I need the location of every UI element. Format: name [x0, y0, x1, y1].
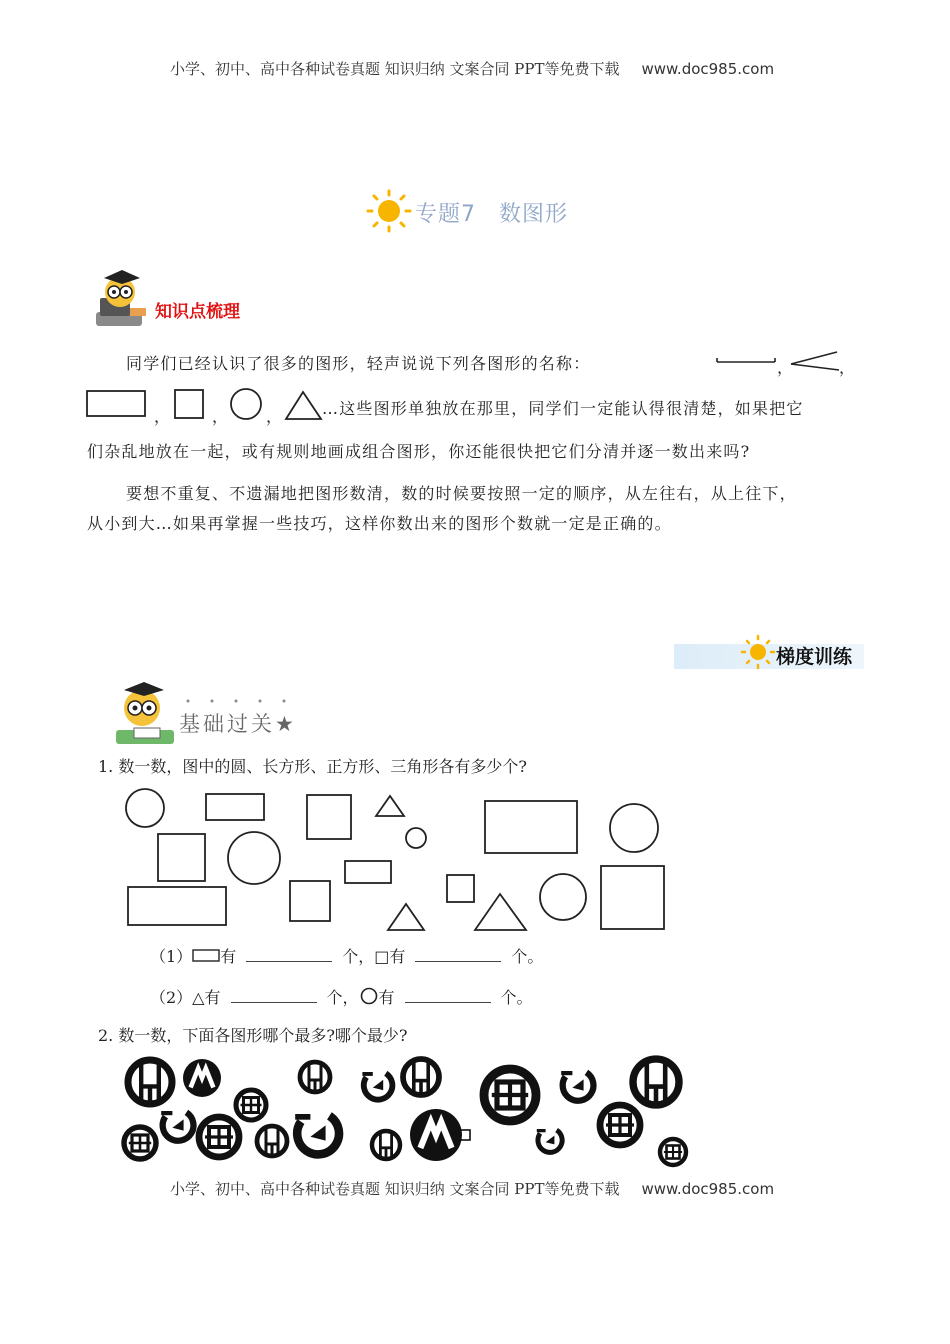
- segment-and-angle-shapes: [713, 352, 856, 377]
- rectangle-count-blank[interactable]: [246, 947, 332, 962]
- comma-3: ，: [266, 407, 283, 426]
- question-1-shapes-figure: [120, 786, 670, 936]
- knowledge-paragraph-1-end: 们杂乱地放在一起，或有规则地画成组合图形，你还能很快把它们分清并逐一数出来吗?: [87, 442, 751, 461]
- question-2-text: 2. 数一数，下面各图形哪个最多?哪个最少?: [98, 1026, 408, 1045]
- small-sun-icon: [740, 634, 776, 670]
- page-header: [170, 58, 774, 79]
- shape-separator-comma: ，: [777, 358, 794, 377]
- fill-2-prefix: （2）△有: [150, 988, 221, 1007]
- knowledge-paragraph-2b: 从小到大…如果再掌握一些技巧，这样你数出来的图形个数就一定是正确的。: [87, 514, 672, 533]
- owl-teacher-icon: [92, 268, 154, 330]
- shape-separator-comma-2: ，: [839, 358, 856, 377]
- gradient-training-title: 梯度训练: [776, 646, 853, 668]
- question-2-logos-figure: [120, 1055, 690, 1167]
- knowledge-heading: 知识点梳理: [155, 302, 240, 322]
- square-count-blank[interactable]: [415, 947, 501, 962]
- header-text: 小学、初中、高中各种试卷真题 知识归纳 文案合同 PPT等免费下载: [170, 60, 620, 78]
- fill-1-end: 个。: [511, 947, 544, 966]
- page-title: 专题7 数图形: [415, 202, 568, 227]
- page-footer: [170, 1178, 774, 1199]
- fill-2-end: 个。: [500, 988, 533, 1007]
- knowledge-paragraph-1-lead: 同学们已经认识了很多的图形，轻声说说下列各图形的名称：: [126, 354, 591, 373]
- sun-icon: [365, 189, 413, 233]
- comma-2: ，: [212, 407, 229, 426]
- fill-1-prefix: （1）: [150, 947, 193, 966]
- knowledge-paragraph-1-cont: …这些图形单独放在那里，同学们一定能认得很清楚，如果把它: [322, 399, 804, 418]
- triangle-count-blank[interactable]: [231, 988, 317, 1003]
- question-1-fill-line-2: [150, 985, 533, 1008]
- decorative-dots: [184, 697, 304, 707]
- basic-level-title: 基础过关★: [179, 712, 297, 736]
- fill-1-mid: 个，□有: [342, 947, 406, 966]
- circle-icon: [359, 987, 379, 1005]
- basic-shapes-row: [84, 386, 334, 428]
- fill-2-mid: 个，: [326, 988, 359, 1007]
- comma-1: ，: [154, 407, 171, 426]
- fill-1-you: 有: [220, 947, 237, 966]
- circle-count-blank[interactable]: [405, 988, 491, 1003]
- rectangle-icon: [192, 949, 220, 963]
- fill-2-you: 有: [378, 988, 395, 1007]
- footer-text: 小学、初中、高中各种试卷真题 知识归纳 文案合同 PPT等免费下载: [170, 1180, 620, 1198]
- knowledge-paragraph-2a: 要想不重复、不遗漏地把图形数清，数的时候要按照一定的顺序，从左往右，从上往下，: [126, 484, 797, 503]
- footer-site: www.doc985.com: [641, 1180, 775, 1198]
- owl-reading-icon: [112, 678, 178, 748]
- question-1-fill-line-1: [150, 944, 543, 967]
- question-1-text: 1. 数一数，图中的圆、长方形、正方形、三角形各有多少个?: [98, 757, 527, 776]
- header-site: www.doc985.com: [641, 60, 775, 78]
